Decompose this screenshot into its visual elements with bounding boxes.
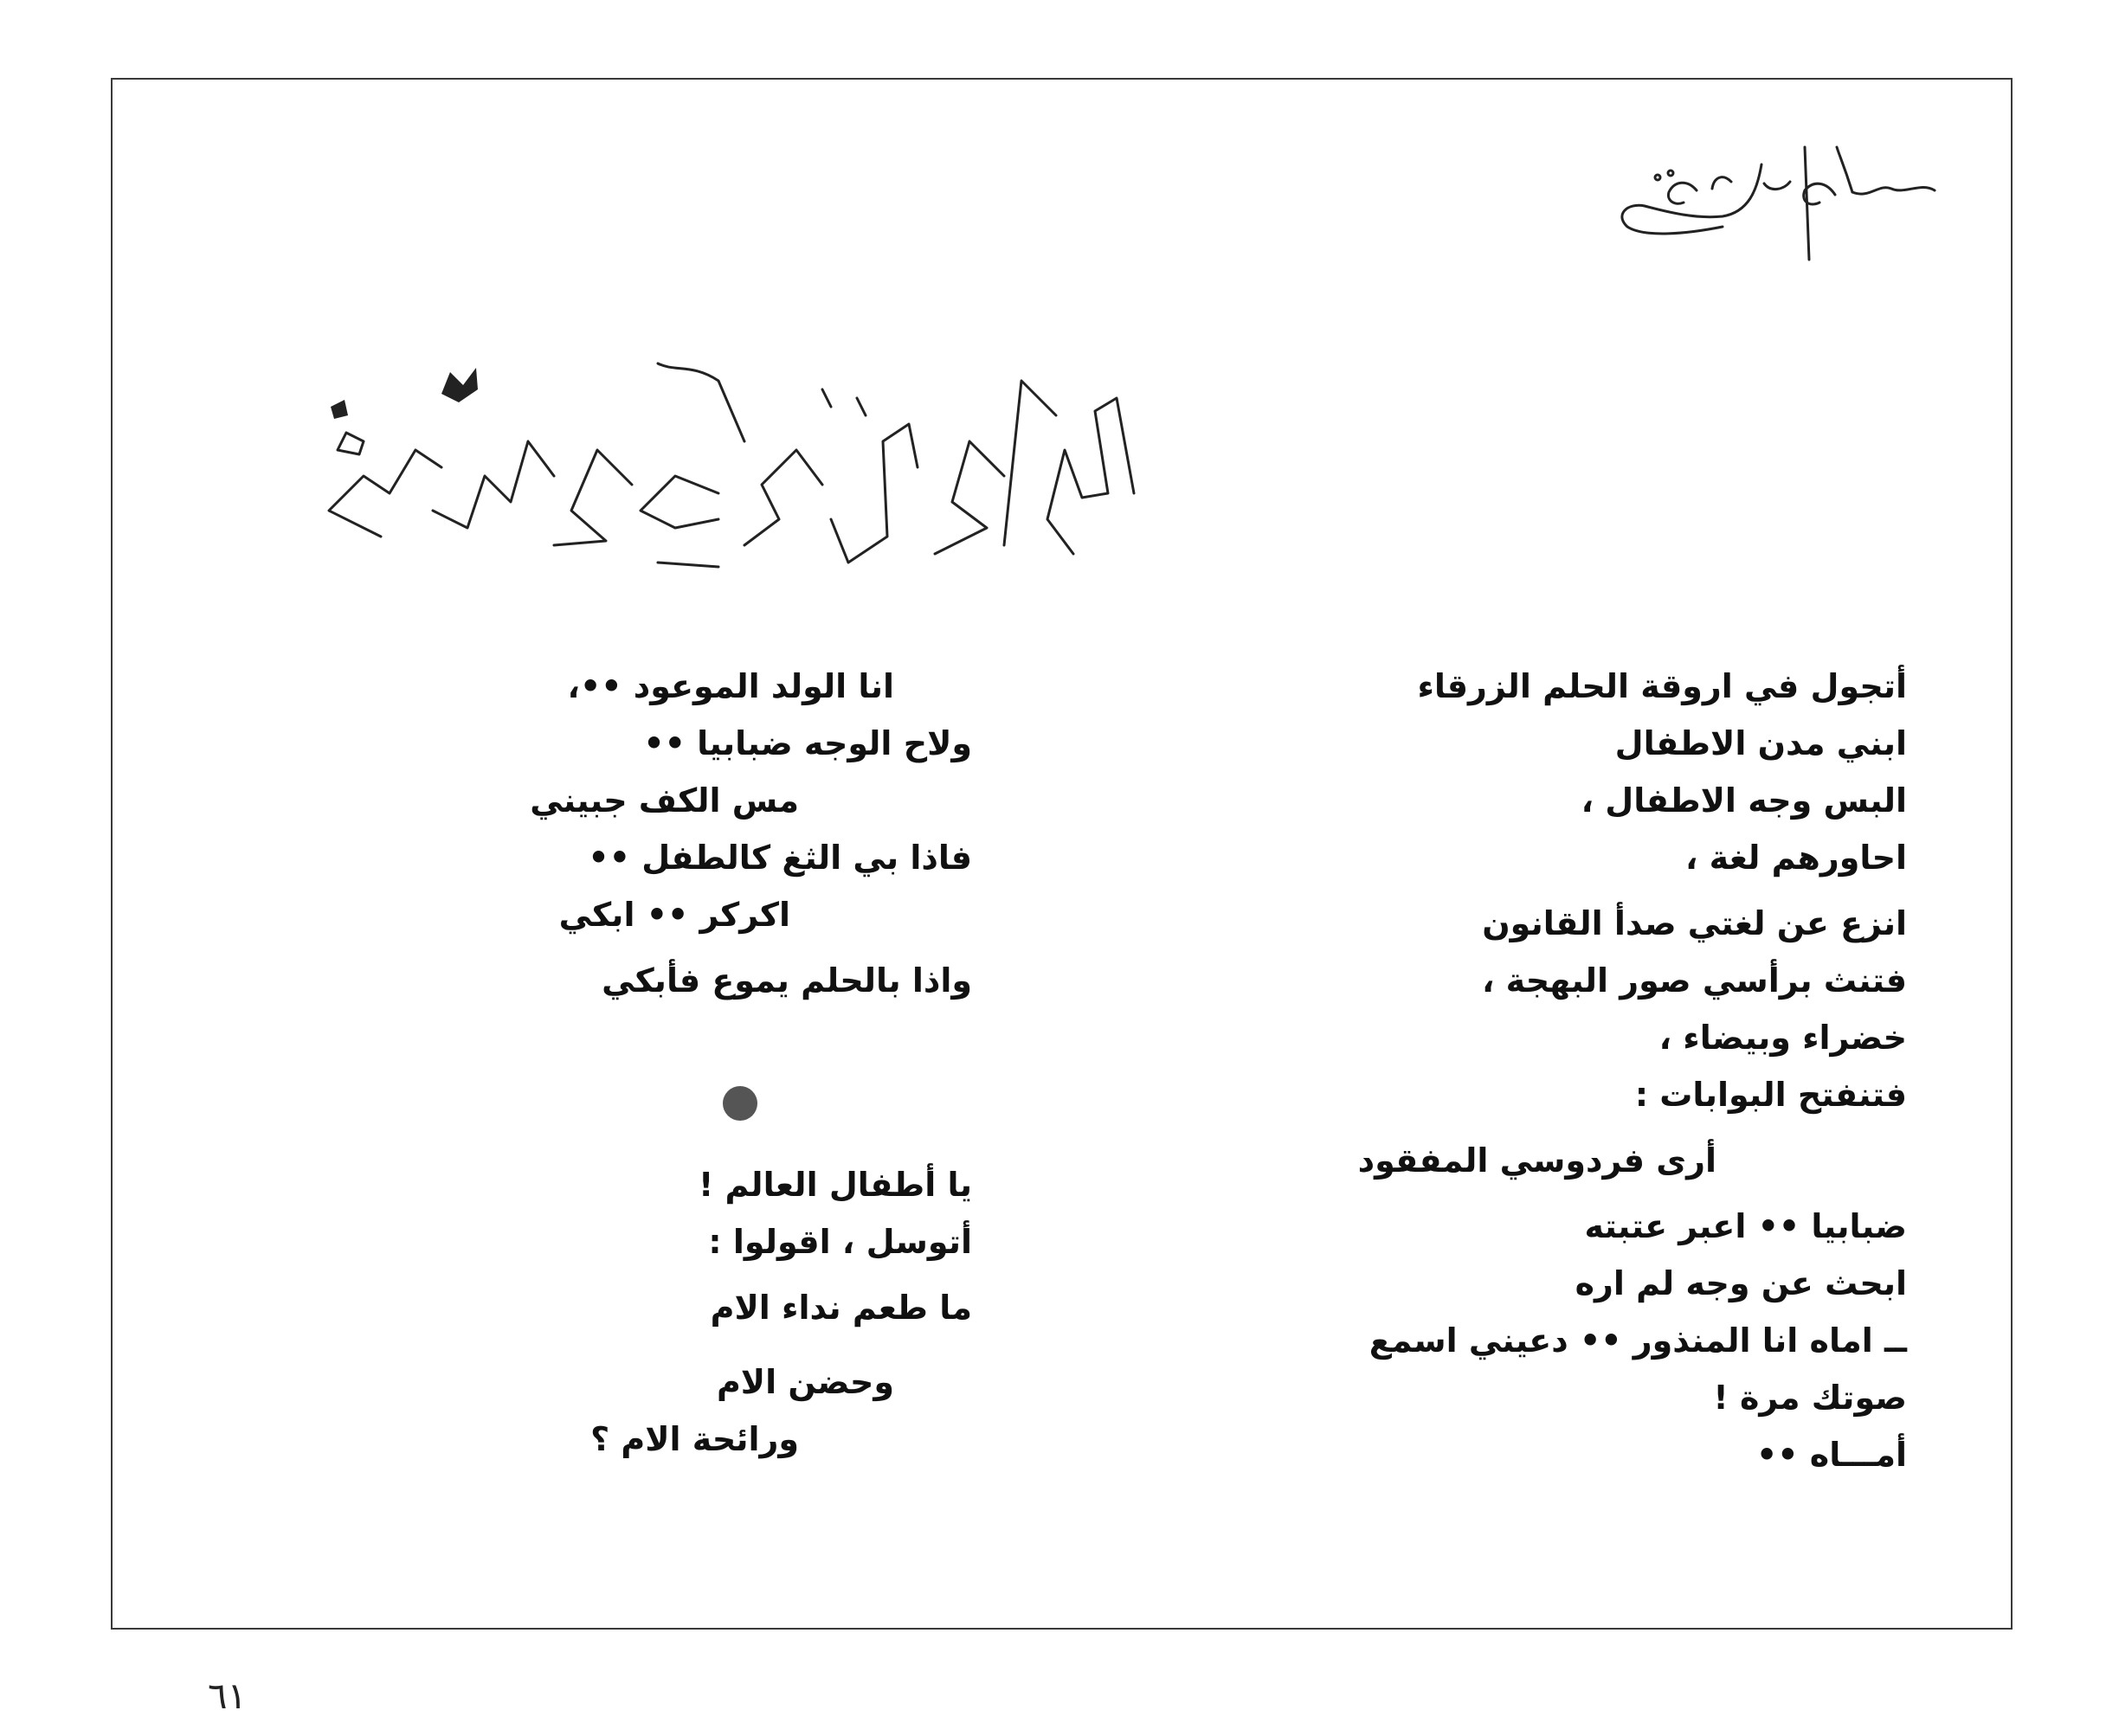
- poem-line: صوتك مرة !: [1713, 1379, 1907, 1417]
- poem-line: أمـــاه ••: [1755, 1436, 1907, 1474]
- poem-line: فاذا بي الثغ كالطفل ••: [588, 839, 972, 877]
- poem-line: وحضن الام: [716, 1363, 894, 1401]
- poem-line: ما طعم نداء الام: [710, 1289, 972, 1327]
- stanza: [314, 1279, 972, 1336]
- poem-line: ولاح الوجه ضبابيا ••: [643, 724, 972, 762]
- stanza: [314, 1156, 972, 1270]
- poem-line: أتجول في اروقة الحلم الزرقاء: [1417, 667, 1907, 705]
- poem-line: أرى فردوسي المفقود: [1357, 1141, 1716, 1180]
- poem-line: ضبابيا •• اعبر عتبته: [1584, 1207, 1907, 1245]
- page-number: ٦١: [208, 1675, 248, 1717]
- poem-line: واذا بالحلم يموع فأبكي: [602, 961, 972, 1000]
- section-divider-dot: [723, 1086, 757, 1121]
- poem-line: ابني مدن الاطفال: [1614, 724, 1907, 762]
- poem-line: يا أطفال العالم !: [698, 1166, 972, 1204]
- stanza: [1128, 1198, 1907, 1483]
- poem-line: انا الولد الموعود ••،: [567, 667, 894, 705]
- poem-line: خضراء وبيضاء ،: [1658, 1019, 1907, 1057]
- poem-left-column: [314, 658, 972, 1476]
- poem-line: ــ اماه انا المنذور •• دعيني اسمع: [1369, 1321, 1907, 1360]
- poem-line: فتنفتح البوابات :: [1634, 1076, 1907, 1114]
- poem-line: احاورهم لغة ،: [1685, 839, 1907, 877]
- stanza: [314, 658, 972, 943]
- poem-line: أتوسل ، اقولوا :: [708, 1223, 972, 1261]
- stanza: [1128, 1132, 1907, 1189]
- poem-right-column: [1128, 658, 1907, 1492]
- poem-line: اكركر •• ابكي: [558, 896, 790, 934]
- stanza: [1128, 658, 1907, 886]
- poem-line: البس وجه الاطفال ،: [1581, 781, 1907, 820]
- poem-line: ورائحة الام ؟: [590, 1420, 799, 1458]
- stanza: [314, 952, 972, 1009]
- stanza: [1128, 895, 1907, 1123]
- poem-line: ابحث عن وجه لم اره: [1575, 1264, 1907, 1302]
- poem-line: انزع عن لغتي صدأ القانون: [1482, 904, 1907, 942]
- calligraphic-title: [312, 346, 1160, 597]
- author-signature: [1593, 130, 1956, 277]
- stanza: [314, 1353, 972, 1468]
- poem-line: فتنث برأسي صور البهجة ،: [1482, 961, 1907, 1000]
- poem-line: مس الكف جبيني: [530, 781, 799, 820]
